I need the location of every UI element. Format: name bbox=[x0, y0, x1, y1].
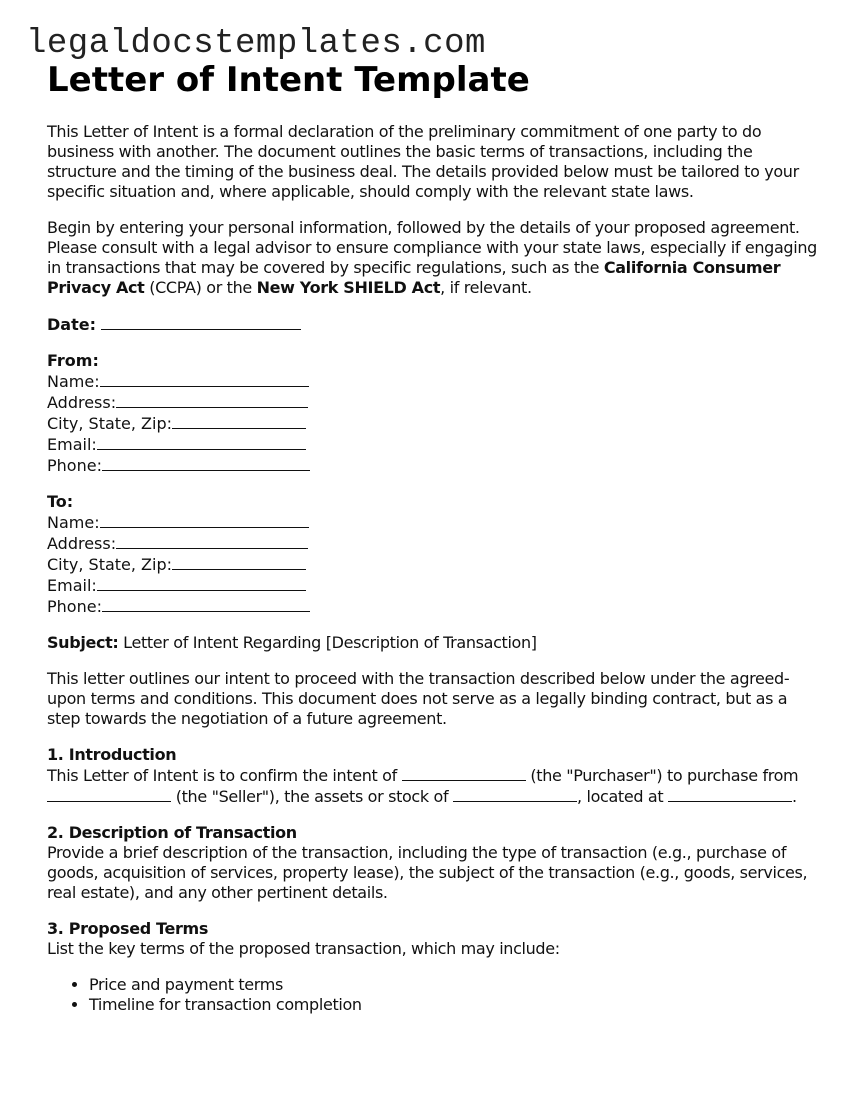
subject-text: Letter of Intent Regarding [Description of Transaction] bbox=[118, 633, 537, 652]
section-introduction bbox=[47, 745, 817, 807]
purpose-paragraph: This letter outlines our intent to proceed with the transaction described below under the agreed-upon terms and conditions. This document does not serve as a legally binding contract, but as a step towards the negotiation of a future agreement. bbox=[47, 669, 790, 728]
to-city-row bbox=[47, 554, 817, 575]
from-name-row bbox=[47, 371, 817, 392]
subject-line bbox=[47, 633, 817, 653]
section-text: (the "Purchaser") to purchase from bbox=[525, 766, 799, 785]
to-name-input[interactable] bbox=[100, 512, 309, 528]
from-city-input[interactable] bbox=[172, 413, 306, 429]
document-title: Letter of Intent Template bbox=[47, 60, 530, 100]
from-address-row bbox=[47, 392, 817, 413]
from-email-input[interactable] bbox=[97, 434, 306, 450]
instructions-paragraph bbox=[47, 218, 817, 298]
field-label: Email: bbox=[47, 576, 97, 595]
list-item: • Price and payment terms bbox=[89, 975, 817, 995]
section-text: This Letter of Intent is to confirm the intent of bbox=[47, 766, 402, 785]
terms-list bbox=[47, 975, 817, 1015]
field-label: City, State, Zip: bbox=[47, 555, 173, 574]
instructions-text: Begin by entering your personal information, followed by the details of your proposed agreement. Please consult with a legal advisor to ensure compliance with your state laws, especially if engaging in transactions that may be covered by specific regulations, such as the bbox=[47, 218, 817, 277]
to-phone-input[interactable] bbox=[102, 596, 310, 612]
from-block bbox=[47, 351, 817, 476]
subject-label: Subject: bbox=[47, 633, 119, 652]
law-shield-act: New York SHIELD Act bbox=[256, 278, 441, 297]
from-heading: From: bbox=[47, 351, 99, 370]
to-email-input[interactable] bbox=[97, 575, 306, 591]
to-heading: To: bbox=[47, 492, 74, 511]
date-field bbox=[47, 314, 817, 335]
section-description bbox=[47, 823, 817, 903]
list-item: • Timeline for transaction completion bbox=[89, 995, 817, 1015]
section-heading: 3. Proposed Terms bbox=[47, 919, 209, 938]
to-name-row bbox=[47, 512, 817, 533]
field-label: Address: bbox=[47, 393, 117, 412]
section-text: , located at bbox=[577, 787, 668, 806]
from-city-row bbox=[47, 413, 817, 434]
location-input[interactable] bbox=[668, 786, 792, 802]
from-name-input[interactable] bbox=[100, 371, 309, 387]
site-watermark: legaldocstemplates.com bbox=[26, 25, 486, 63]
from-email-row bbox=[47, 434, 817, 455]
seller-input[interactable] bbox=[47, 786, 171, 802]
field-label: City, State, Zip: bbox=[47, 414, 173, 433]
field-label: Address: bbox=[47, 534, 117, 553]
assets-input[interactable] bbox=[453, 786, 577, 802]
document-body bbox=[47, 122, 817, 1015]
field-label: Email: bbox=[47, 435, 97, 454]
to-city-input[interactable] bbox=[172, 554, 306, 570]
from-address-input[interactable] bbox=[116, 392, 308, 408]
from-phone-row bbox=[47, 455, 817, 476]
field-label: Phone: bbox=[47, 456, 102, 475]
intro-paragraph: This Letter of Intent is a formal declaration of the preliminary commitment of one party to do business with another. The document outlines the basic terms of transactions, including the structure and the timing of the business deal. The details provided below must be tailored to your specific situation and, where applicable, should comply with the relevant state laws. bbox=[47, 122, 799, 201]
purchaser-input[interactable] bbox=[402, 765, 526, 781]
law-ccpa: California Consumer Privacy Act bbox=[47, 258, 781, 297]
to-address-row bbox=[47, 533, 817, 554]
section-text: List the key terms of the proposed transaction, which may include: bbox=[47, 939, 560, 958]
to-phone-row bbox=[47, 596, 817, 617]
instructions-text: (CCPA) or the bbox=[144, 278, 257, 297]
instructions-text: , if relevant. bbox=[440, 278, 532, 297]
from-phone-input[interactable] bbox=[102, 455, 310, 471]
field-label: Phone: bbox=[47, 597, 102, 616]
to-address-input[interactable] bbox=[116, 533, 308, 549]
section-text: (the "Seller"), the assets or stock of bbox=[171, 787, 453, 806]
field-label: Name: bbox=[47, 513, 100, 532]
to-email-row bbox=[47, 575, 817, 596]
date-label: Date: bbox=[47, 315, 96, 334]
to-block bbox=[47, 492, 817, 617]
section-proposed-terms bbox=[47, 919, 817, 1015]
section-text: Provide a brief description of the transaction, including the type of transaction (e.g., purchase of goods, acquisition of services, property lease), the subject of the transaction (e.g., goods, services, real estate), and any other pertinent details. bbox=[47, 843, 808, 902]
date-input[interactable] bbox=[101, 314, 301, 330]
section-heading: 1. Introduction bbox=[47, 745, 177, 764]
section-text: . bbox=[791, 787, 797, 806]
field-label: Name: bbox=[47, 372, 100, 391]
section-heading: 2. Description of Transaction bbox=[47, 823, 297, 842]
